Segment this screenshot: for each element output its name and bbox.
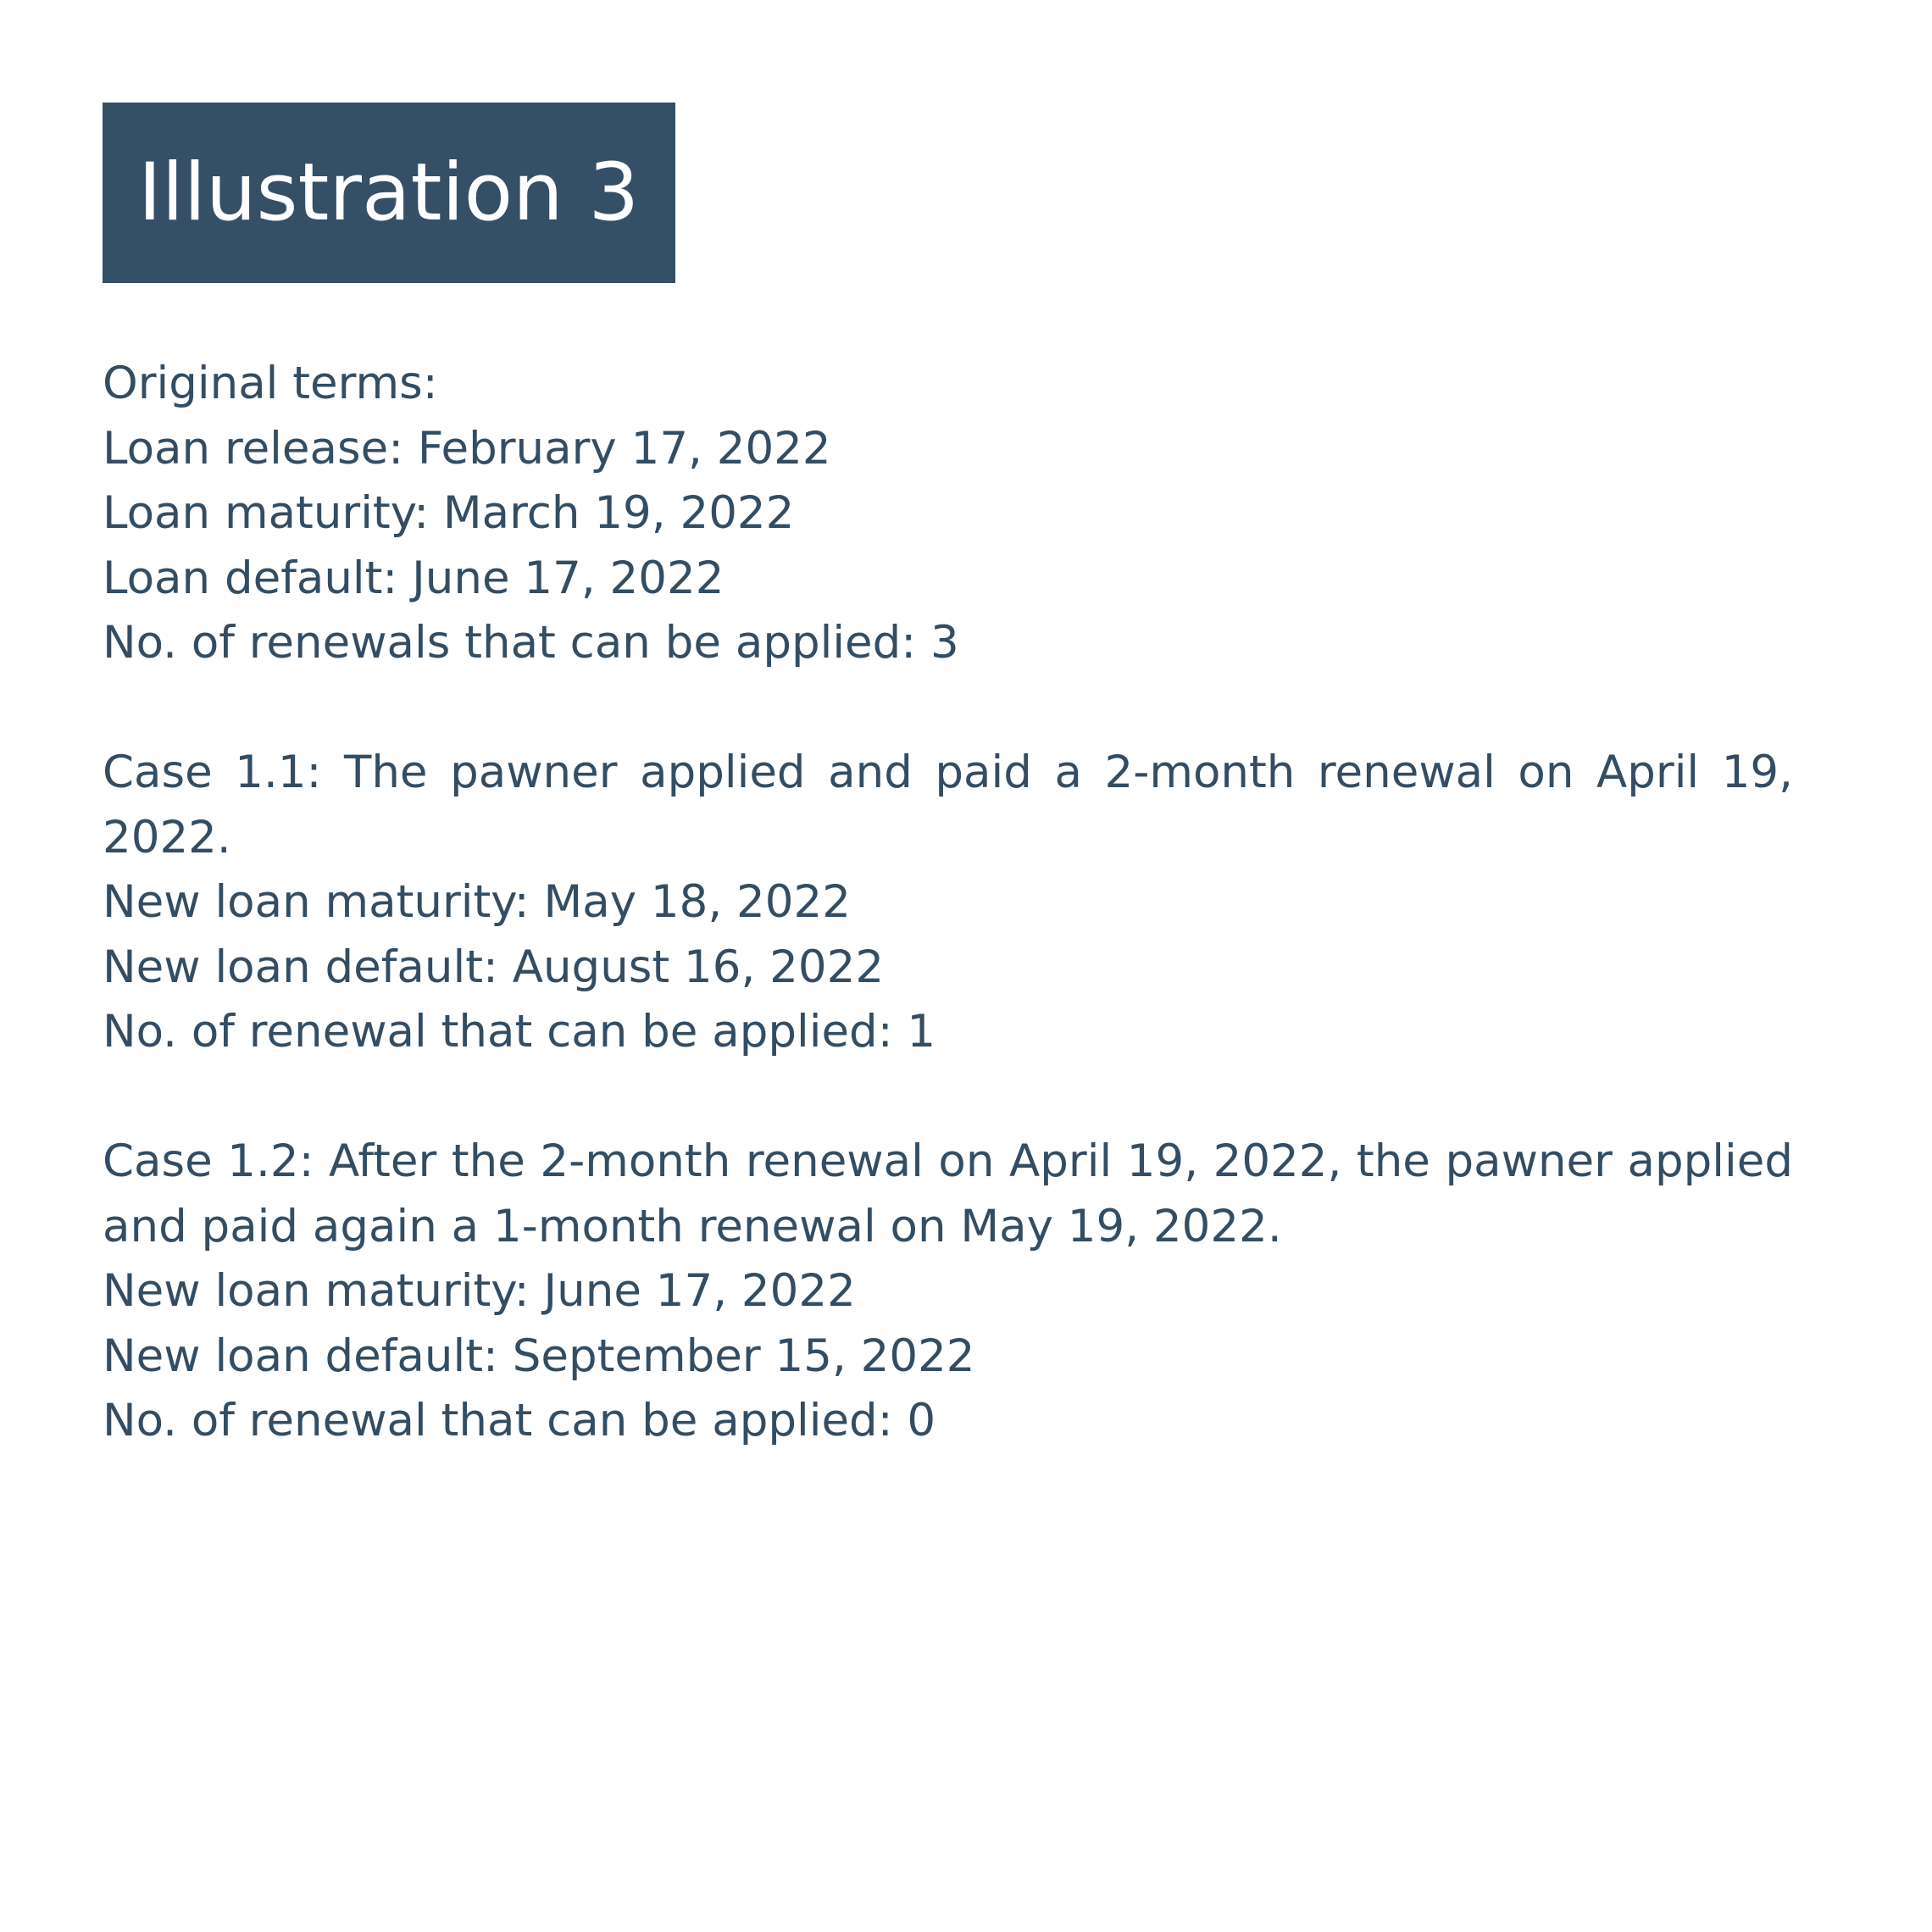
loan-release-line: Loan release: February 17, 2022 [103,422,831,475]
case-1-1-section [103,741,1793,1065]
case-1-1-new-maturity: New loan maturity: May 18, 2022 [103,876,851,928]
case-1-1-description: Case 1.1: The pawner applied and paid a 2-month renewal on April 19, 2022. [103,747,1793,863]
case-1-2-renewals: No. of renewal that can be applied: 0 [103,1395,936,1446]
section-spacer [103,1065,1793,1130]
title-banner [103,103,675,283]
document-body [103,352,1793,1454]
section-spacer [103,676,1793,741]
case-1-1-new-default: New loan default: August 16, 2022 [103,941,885,993]
case-1-2-section [103,1130,1793,1454]
original-terms-heading: Original terms: [103,358,438,409]
case-1-1-renewals: No. of renewal that can be applied: 1 [103,1006,936,1058]
renewals-count-line: No. of renewals that can be applied: 3 [103,617,959,669]
case-1-2-new-maturity: New loan maturity: June 17, 2022 [103,1265,856,1317]
loan-default-line: Loan default: June 17, 2022 [103,552,724,604]
page-title: Illustration 3 [138,147,640,239]
original-terms-section [103,352,1793,676]
case-1-2-description: Case 1.2: After the 2-month renewal on April 19, 2022, the pawner applied and paid again a 1-month renewal on May 19, 2022. [103,1135,1793,1252]
loan-maturity-line: Loan maturity: March 19, 2022 [103,487,795,539]
case-1-2-new-default: New loan default: September 15, 2022 [103,1330,975,1382]
